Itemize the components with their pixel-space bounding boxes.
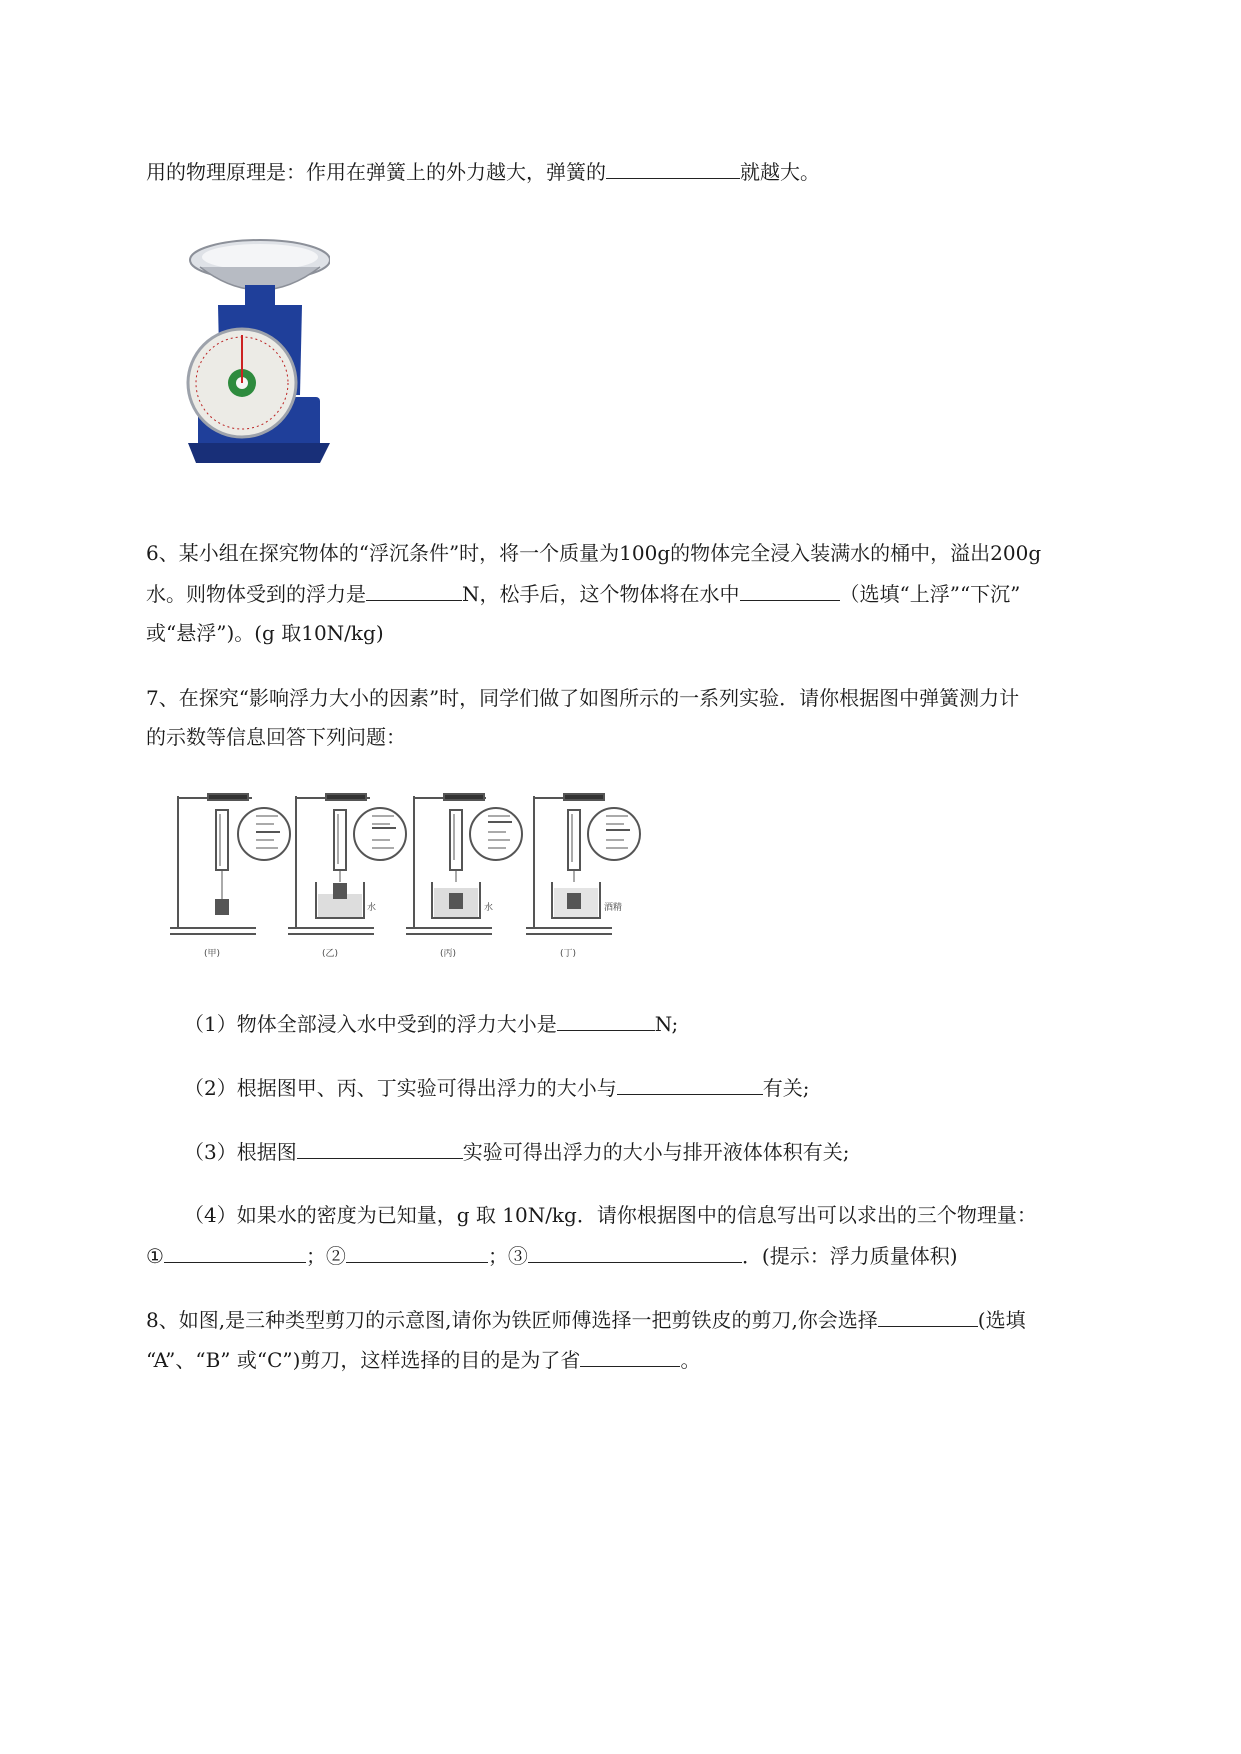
q8-text-c: “A”、“B” 或“C”)剪刀，这样选择的目的是为了省: [146, 1348, 581, 1372]
prev-text-b: 就越大。: [740, 160, 820, 184]
answer-blank[interactable]: [580, 1344, 680, 1367]
q6-line3: 或“悬浮”)。(g 取10N/kg): [146, 621, 384, 645]
q8-line2: [146, 1344, 700, 1375]
q7-sub2: [184, 1072, 809, 1103]
answer-blank[interactable]: [346, 1240, 488, 1263]
q7-sub1-text-a: （1）物体全部浸入水中受到的浮力大小是: [184, 1012, 557, 1036]
answer-blank[interactable]: [366, 578, 462, 601]
answer-blank[interactable]: [557, 1008, 655, 1031]
q7-sub3: [184, 1136, 849, 1167]
caption-bing: (丙): [440, 949, 457, 959]
apparatus-yi: [288, 794, 406, 934]
q7-sub1: [184, 1008, 678, 1039]
caption-jia: (甲): [204, 949, 221, 959]
answer-blank[interactable]: [740, 578, 840, 601]
q7-sub4-line1: （4）如果水的密度为已知量，g 取 10N/kg．请你根据图中的信息写出可以求出的三个物理量：: [184, 1203, 1037, 1227]
liquid-label-2: 水: [484, 903, 494, 913]
caption-yi: (乙): [322, 949, 339, 959]
q7-sub2-text-a: （2）根据图甲、丙、丁实验可得出浮力的大小与: [184, 1076, 617, 1100]
prev-question-line: [146, 156, 820, 187]
q8-line1: [146, 1304, 1026, 1335]
answer-blank[interactable]: [297, 1136, 463, 1159]
liquid-label-3: 酒精: [604, 903, 623, 913]
apparatus-bing: [406, 794, 522, 934]
q6-text-b: N，松手后，这个物体将在水中: [462, 582, 740, 606]
answer-blank[interactable]: [878, 1304, 978, 1327]
q6-text-a: 水。则物体受到的浮力是: [146, 582, 366, 606]
answer-blank[interactable]: [606, 156, 740, 179]
q6-text-c: （选填“上浮”“下沉”: [839, 582, 1021, 606]
caption-ding: (丁): [560, 949, 577, 959]
answer-blank[interactable]: [528, 1240, 742, 1263]
q7-sub1-text-b: N;: [654, 1012, 679, 1036]
q7-sub4-line2: [146, 1240, 958, 1271]
kitchen-scale-image: [180, 235, 330, 470]
q7-sub4-end: ．(提示：浮力质量体积): [741, 1244, 958, 1268]
q7-sub4-c2: ；②: [305, 1244, 346, 1268]
q7-line2: 的示数等信息回答下列问题：: [146, 725, 406, 749]
answer-blank[interactable]: [617, 1072, 763, 1095]
q8-text-b: (选填: [977, 1308, 1026, 1332]
q7-sub3-text-b: 实验可得出浮力的大小与排开液体体积有关;: [462, 1140, 850, 1164]
q8-text-a: 8、如图,是三种类型剪刀的示意图,请你为铁匠师傅选择一把剪铁皮的剪刀,你会选择: [146, 1308, 878, 1332]
q6-line1: 6、某小组在探究物体的“浮沉条件”时，将一个质量为100g的物体完全浸入装满水的桶中，溢出200g: [146, 541, 1042, 565]
apparatus-ding: [526, 794, 640, 934]
q6-line2: [146, 578, 1020, 609]
q7-sub3-text-a: （3）根据图: [184, 1140, 297, 1164]
answer-blank[interactable]: [164, 1240, 306, 1263]
q8-text-d: 。: [680, 1348, 701, 1372]
buoyancy-experiment-figure: [168, 788, 668, 963]
q7-line1: 7、在探究“影响浮力大小的因素”时，同学们做了如图所示的一系列实验．请你根据图中弹簧测力计: [146, 686, 1020, 710]
q7-sub4-c1: ①: [146, 1244, 164, 1268]
q7-sub2-text-b: 有关;: [762, 1076, 810, 1100]
liquid-label-1: 水: [367, 903, 377, 913]
q7-sub4-c3: ；③: [487, 1244, 528, 1268]
apparatus-jia: [170, 794, 290, 934]
prev-text-a: 用的物理原理是：作用在弹簧上的外力越大，弹簧的: [146, 160, 606, 184]
